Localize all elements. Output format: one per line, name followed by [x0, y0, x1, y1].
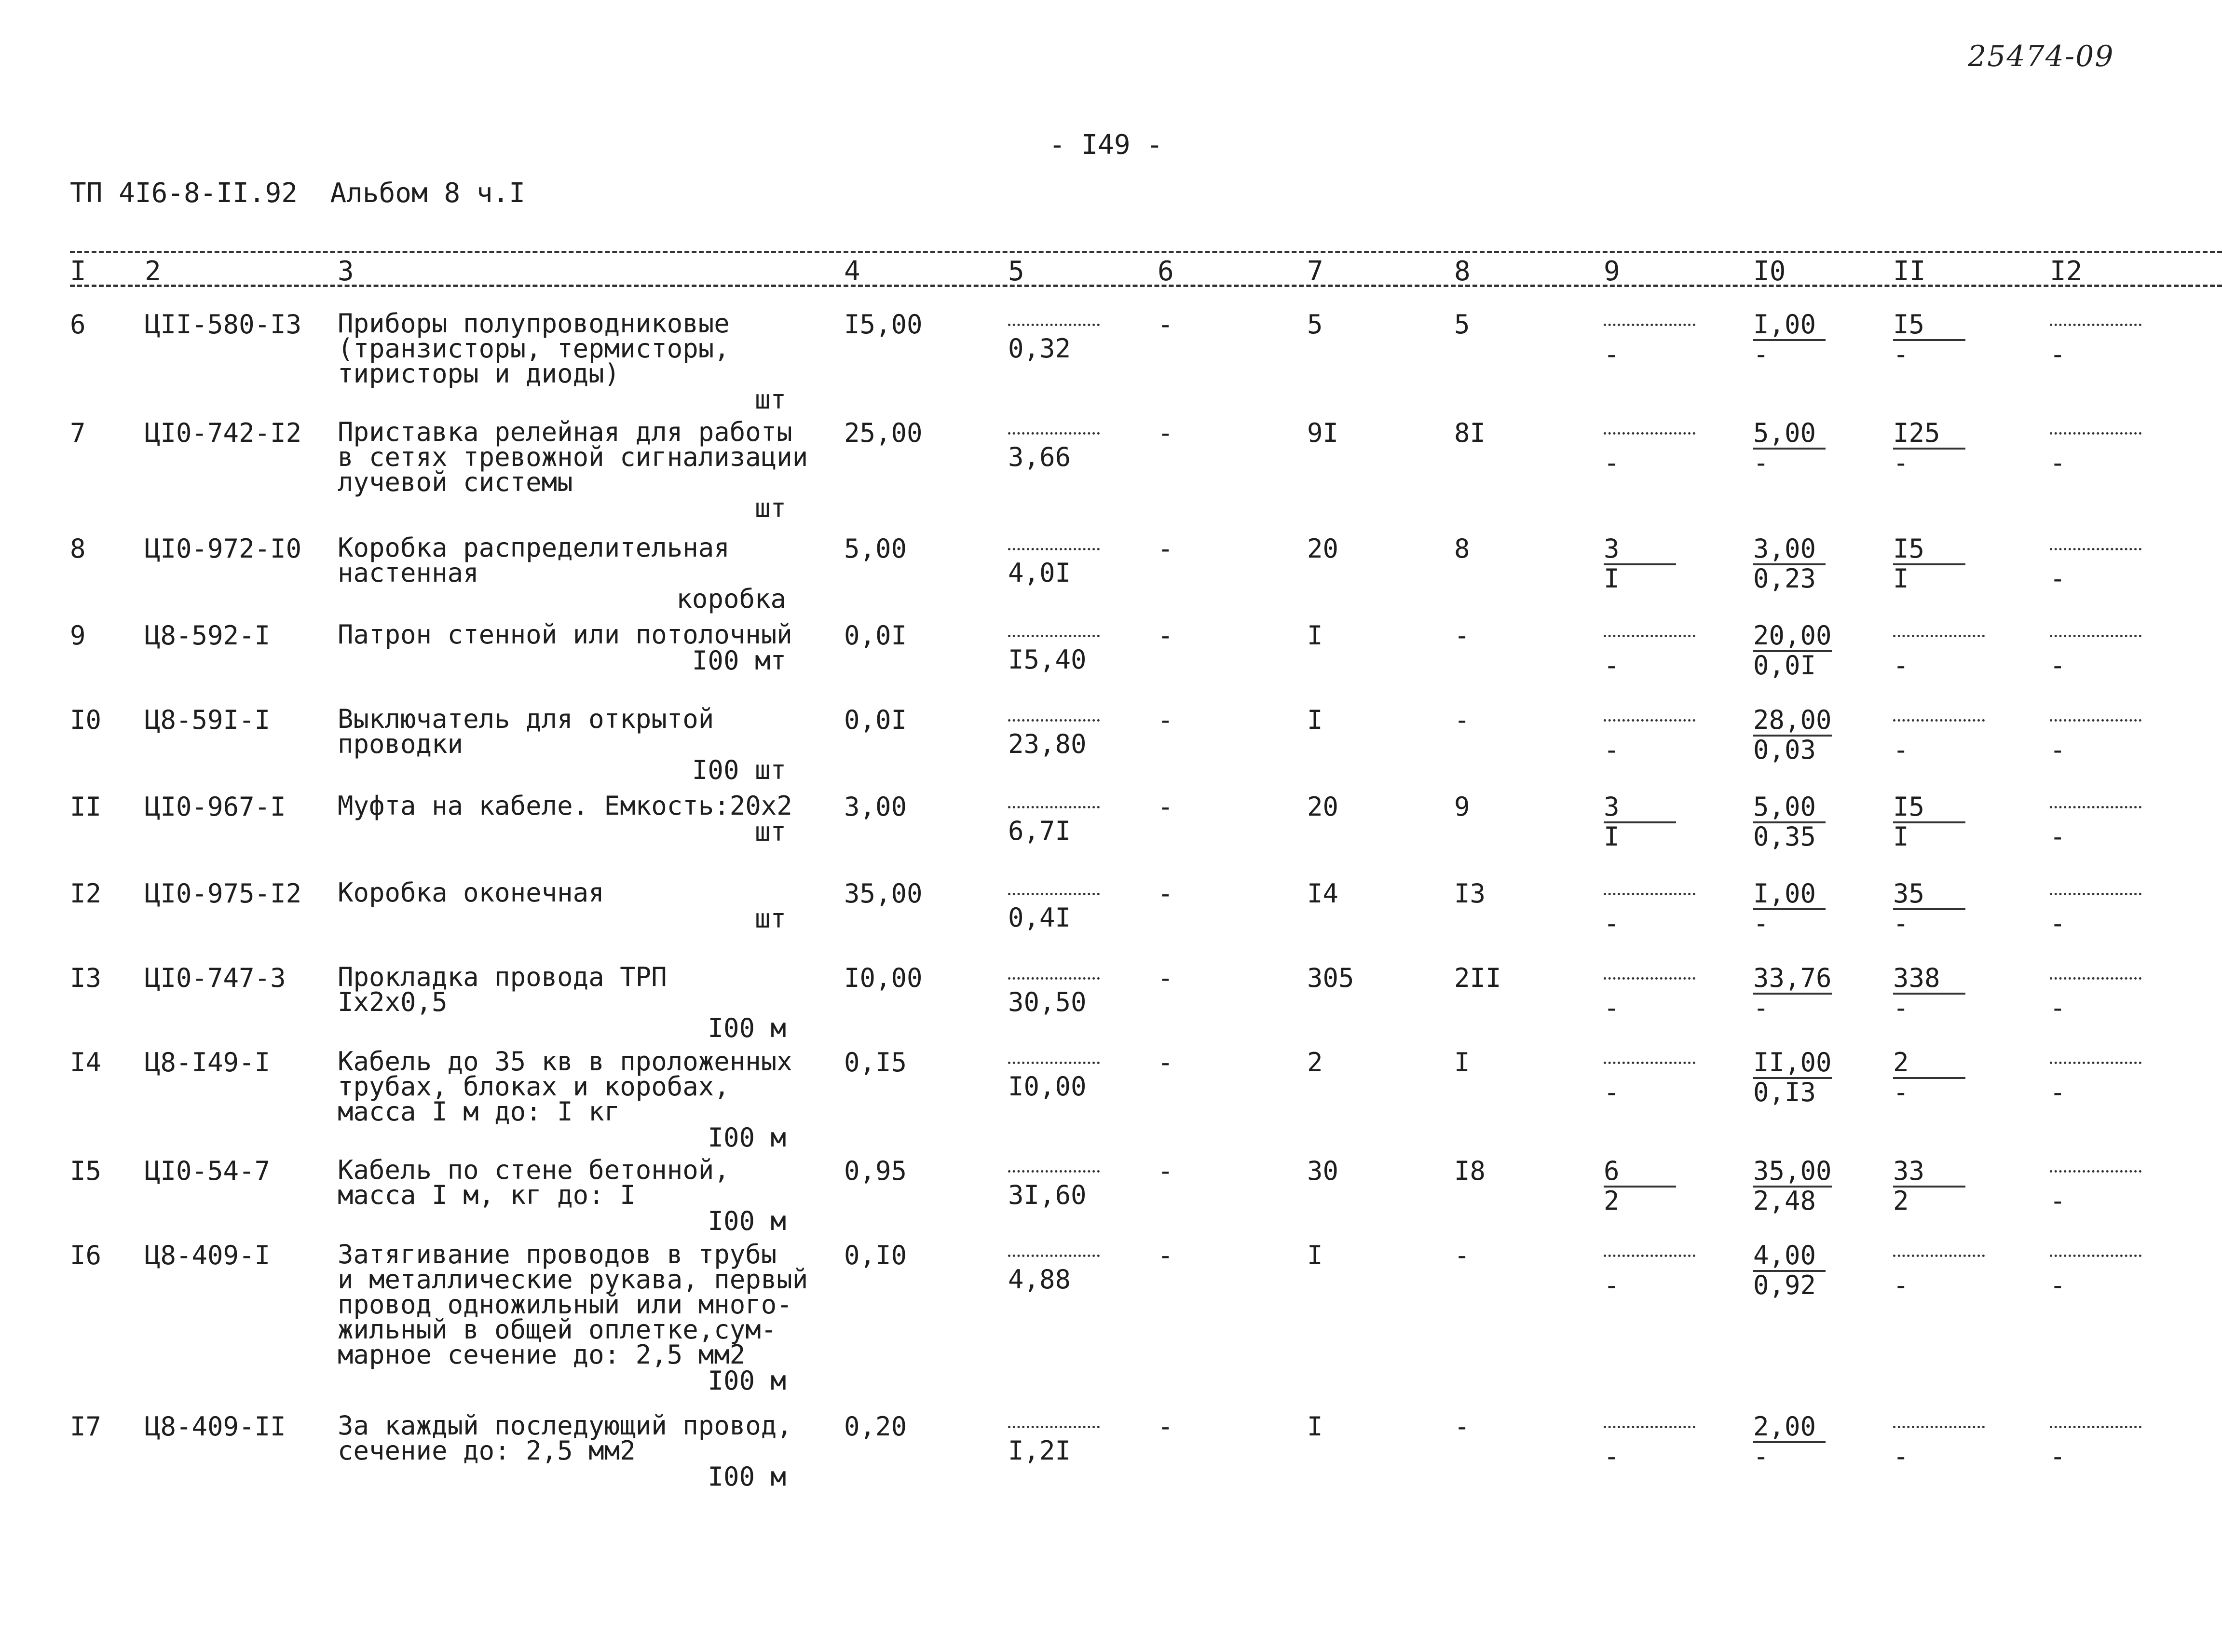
column-10-top: 2,00 [1753, 1413, 1826, 1443]
column-11-bottom: I [1893, 563, 1909, 594]
column-7-value: 9I [1307, 418, 1339, 448]
column-10-bottom: 0,35 [1753, 821, 1816, 852]
column-10-top: II,00 [1753, 1049, 1832, 1079]
quantity: 0,I0 [844, 1240, 907, 1270]
wavy-dash-mark [1604, 973, 1695, 980]
column-10-bottom: 0,92 [1753, 1270, 1816, 1300]
column-8-value: 2II [1454, 963, 1501, 993]
work-description: Кабель по стене бетонной, масса I м, кг до: I [338, 1155, 730, 1210]
column-7-value: I [1307, 1240, 1323, 1270]
rate-code: ЦI0-54-7 [145, 1156, 271, 1186]
column-10-top: I,00 [1753, 311, 1826, 341]
wavy-dash-mark [1008, 1422, 1100, 1428]
column-9-bottom: - [1604, 1270, 1620, 1300]
rate-code: Ц8-409-II [145, 1411, 286, 1442]
work-description: Коробка оконечная [338, 877, 604, 908]
column-9-bottom: 2 [1604, 1186, 1620, 1216]
row-number: 8 [70, 533, 86, 564]
wavy-dash-mark [2050, 973, 2141, 980]
wavy-dash-mark [2050, 631, 2141, 637]
wavy-dash-mark [1604, 320, 1695, 326]
rate-code: Ц8-I49-I [145, 1047, 271, 1078]
column-5-value: 0,4I [1008, 902, 1071, 933]
unit-of-measure: I00 шт [692, 755, 786, 785]
quantity: 5,00 [844, 533, 907, 564]
column-8-value: - [1454, 1411, 1470, 1442]
column-8-value: I3 [1454, 878, 1486, 909]
column-5-value: 4,0I [1008, 558, 1071, 588]
column-10-bottom: 2,48 [1753, 1186, 1816, 1216]
column-10-top: 33,76 [1753, 965, 1832, 995]
column-5-value: I5,40 [1008, 644, 1087, 675]
column-11-top: 33 [1893, 1158, 1965, 1188]
column-12-bottom: - [2050, 993, 2066, 1023]
column-7-value: 2 [1307, 1047, 1323, 1078]
column-7-value: I [1307, 705, 1323, 735]
column-12-bottom: - [2050, 1077, 2066, 1107]
column-5-value: 6,7I [1008, 816, 1071, 846]
column-5-value: I,2I [1008, 1435, 1071, 1466]
column-header: 7 [1307, 256, 1323, 287]
wavy-dash-mark [2050, 802, 2141, 808]
row-number: 9 [70, 620, 86, 651]
column-5-value: 3I,60 [1008, 1180, 1087, 1210]
column-12-bottom: - [2050, 908, 2066, 939]
column-9-bottom: - [1604, 1077, 1620, 1107]
column-12-bottom: - [2050, 821, 2066, 852]
column-8-value: I [1454, 1047, 1470, 1078]
wavy-dash-mark [1893, 715, 1985, 722]
wavy-dash-mark [1604, 715, 1695, 722]
wavy-dash-mark [1008, 715, 1100, 722]
rate-code: ЦI0-742-I2 [145, 418, 302, 448]
rate-code: ЦI0-747-3 [145, 963, 286, 993]
column-6-value: - [1158, 1411, 1173, 1442]
page-number: - I49 - [1049, 129, 1163, 161]
work-description: Выключатель для открытой проводки [338, 704, 714, 759]
row-number: I6 [70, 1240, 102, 1270]
column-12-bottom: - [2050, 1270, 2066, 1300]
row-number: 6 [70, 309, 86, 340]
column-6-value: - [1158, 792, 1173, 822]
wavy-dash-mark [1893, 1422, 1985, 1428]
wavy-dash-mark [2050, 320, 2141, 326]
column-6-value: - [1158, 309, 1173, 340]
column-10-top: 20,00 [1753, 622, 1832, 652]
wavy-dash-mark [1008, 1166, 1100, 1173]
column-12-bottom: - [2050, 1441, 2066, 1472]
column-7-value: I [1307, 620, 1323, 651]
column-6-value: - [1158, 620, 1173, 651]
row-number: I5 [70, 1156, 102, 1186]
column-8-value: 8I [1454, 418, 1486, 448]
quantity: I5,00 [844, 309, 923, 340]
wavy-dash-mark [1008, 889, 1100, 895]
column-11-bottom: - [1893, 448, 1909, 478]
quantity: 35,00 [844, 878, 923, 909]
column-11-bottom: - [1893, 1270, 1909, 1300]
row-number: I2 [70, 878, 102, 909]
unit-of-measure: I00 м [708, 1122, 786, 1153]
wavy-dash-mark [1893, 1251, 1985, 1257]
work-description: Приборы полупроводниковые (транзисторы, термисторы, тиристоры и диоды) [338, 308, 730, 389]
column-11-top: 338 [1893, 965, 1965, 995]
column-7-value: 20 [1307, 533, 1339, 564]
column-7-value: 30 [1307, 1156, 1339, 1186]
quantity: 0,95 [844, 1156, 907, 1186]
column-9-bottom: - [1604, 448, 1620, 478]
column-9-bottom: I [1604, 563, 1620, 594]
column-header: I0 [1753, 256, 1786, 287]
column-11-top: 2 [1893, 1049, 1965, 1079]
column-9-bottom: - [1604, 993, 1620, 1023]
work-description: За каждый последующий провод, сечение до: 2,5 мм2 [338, 1410, 792, 1466]
column-5-value: 23,80 [1008, 729, 1087, 759]
rate-code: Ц8-592-I [145, 620, 271, 651]
column-5-value: 4,88 [1008, 1264, 1071, 1295]
column-9-bottom: - [1604, 908, 1620, 939]
column-6-value: - [1158, 533, 1173, 564]
column-6-value: - [1158, 1047, 1173, 1078]
column-9-bottom: - [1604, 339, 1620, 369]
unit-of-measure: I00 м [708, 1461, 786, 1492]
wavy-dash-mark [2050, 544, 2141, 550]
column-9-top: 6 [1604, 1158, 1676, 1188]
column-9-bottom: I [1604, 821, 1620, 852]
row-number: I7 [70, 1411, 102, 1442]
column-8-value: 8 [1454, 533, 1470, 564]
column-10-bottom: - [1753, 908, 1769, 939]
column-12-bottom: - [2050, 339, 2066, 369]
unit-of-measure: I00 м [708, 1013, 786, 1043]
work-description: Коробка распределительная настенная [338, 532, 730, 588]
column-11-bottom: - [1893, 735, 1909, 765]
column-11-bottom: 2 [1893, 1186, 1909, 1216]
rate-code: Ц8-409-I [145, 1240, 271, 1270]
column-5-value: 0,32 [1008, 333, 1071, 364]
work-description: Кабель до 35 кв в проложенных трубах, блоках и коробах, масса I м до: I кг [338, 1046, 792, 1127]
column-header: 6 [1158, 256, 1174, 287]
wavy-dash-mark [1604, 631, 1695, 637]
column-11-top: I5 [1893, 793, 1965, 823]
column-12-bottom: - [2050, 735, 2066, 765]
column-11-bottom: - [1893, 339, 1909, 369]
wavy-dash-mark [2050, 889, 2141, 895]
column-header: 3 [338, 256, 354, 287]
wavy-dash-mark [1008, 320, 1100, 326]
column-11-bottom: I [1893, 821, 1909, 852]
column-11-bottom: - [1893, 1077, 1909, 1107]
row-number: I3 [70, 963, 102, 993]
wavy-dash-mark [1008, 428, 1100, 435]
column-5-value: I0,00 [1008, 1071, 1087, 1102]
column-7-value: I4 [1307, 878, 1339, 909]
document-reference: ТП 4I6-8-II.92 Альбом 8 ч.I [70, 177, 526, 209]
quantity: 25,00 [844, 418, 923, 448]
column-8-value: - [1454, 1240, 1470, 1270]
column-9-bottom: - [1604, 735, 1620, 765]
rate-code: ЦI0-975-I2 [145, 878, 302, 909]
column-6-value: - [1158, 1240, 1173, 1270]
quantity: 0,0I [844, 620, 907, 651]
quantity: I0,00 [844, 963, 923, 993]
work-description: Патрон стенной или потолочный [338, 619, 792, 650]
column-10-top: 35,00 [1753, 1158, 1832, 1188]
unit-of-measure: шт [754, 493, 786, 523]
work-description: Приставка релейная для работы в сетях тревожной сигнализации лучевой системы [338, 417, 808, 497]
quantity: 0,20 [844, 1411, 907, 1442]
column-10-top: 28,00 [1753, 707, 1832, 737]
column-10-bottom: - [1753, 339, 1769, 369]
column-header: 2 [145, 256, 161, 287]
rate-code: ЦII-580-I3 [145, 309, 302, 340]
wavy-dash-mark [2050, 1422, 2141, 1428]
wavy-dash-mark [2050, 428, 2141, 435]
column-6-value: - [1158, 418, 1173, 448]
column-8-value: 9 [1454, 792, 1470, 822]
wavy-dash-mark [1008, 1251, 1100, 1257]
column-10-bottom: 0,I3 [1753, 1077, 1816, 1107]
column-6-value: - [1158, 1156, 1173, 1186]
work-description: Затягивание проводов в трубы и металлические рукава, первый провод одножильный или много- жильный в общей оплетке,сум- марное сечение до: 2,5 мм2 [338, 1239, 808, 1370]
column-12-bottom: - [2050, 448, 2066, 478]
column-7-value: I [1307, 1411, 1323, 1442]
wavy-dash-mark [1008, 544, 1100, 550]
column-header: II [1893, 256, 1926, 287]
column-10-bottom: 0,23 [1753, 563, 1816, 594]
quantity: 0,0I [844, 705, 907, 735]
column-8-value: - [1454, 620, 1470, 651]
quantity: 0,I5 [844, 1047, 907, 1078]
column-7-value: 5 [1307, 309, 1323, 340]
unit-of-measure: шт [754, 903, 786, 934]
column-10-top: 5,00 [1753, 793, 1826, 823]
column-6-value: - [1158, 878, 1173, 909]
row-number: 7 [70, 418, 86, 448]
column-9-bottom: - [1604, 1441, 1620, 1472]
wavy-dash-mark [2050, 715, 2141, 722]
column-9-bottom: - [1604, 650, 1620, 681]
column-5-value: 30,50 [1008, 987, 1087, 1017]
column-11-top: 35 [1893, 880, 1965, 910]
wavy-dash-mark [1008, 802, 1100, 808]
column-8-value: - [1454, 705, 1470, 735]
row-number: I4 [70, 1047, 102, 1078]
column-11-top: I25 [1893, 420, 1965, 450]
rate-code: Ц8-59I-I [145, 705, 271, 735]
column-8-value: I8 [1454, 1156, 1486, 1186]
column-8-value: 5 [1454, 309, 1470, 340]
column-header: 8 [1454, 256, 1471, 287]
header-top-rule [70, 251, 2222, 253]
wavy-dash-mark [1604, 1058, 1695, 1064]
wavy-dash-mark [2050, 1058, 2141, 1064]
wavy-dash-mark [1604, 889, 1695, 895]
column-10-top: I,00 [1753, 880, 1826, 910]
column-10-top: 5,00 [1753, 420, 1826, 450]
wavy-dash-mark [1893, 631, 1985, 637]
column-11-bottom: - [1893, 650, 1909, 681]
column-10-bottom: - [1753, 448, 1769, 478]
column-11-top: I5 [1893, 535, 1965, 565]
work-description: Муфта на кабеле. Емкость:20х2 [338, 791, 792, 821]
column-9-top: 3 [1604, 793, 1676, 823]
column-9-top: 3 [1604, 535, 1676, 565]
wavy-dash-mark [2050, 1251, 2141, 1257]
rate-code: ЦI0-972-I0 [145, 533, 302, 564]
column-7-value: 305 [1307, 963, 1354, 993]
column-6-value: - [1158, 705, 1173, 735]
column-header: 5 [1008, 256, 1024, 287]
column-10-bottom: - [1753, 1441, 1769, 1472]
column-header: 4 [844, 256, 860, 287]
row-number: II [70, 792, 102, 822]
wavy-dash-mark [2050, 1166, 2141, 1173]
column-5-value: 3,66 [1008, 442, 1071, 472]
column-12-bottom: - [2050, 1186, 2066, 1216]
rate-code: ЦI0-967-I [145, 792, 286, 822]
wavy-dash-mark [1604, 1251, 1695, 1257]
wavy-dash-mark [1604, 428, 1695, 435]
wavy-dash-mark [1008, 973, 1100, 980]
column-11-top: I5 [1893, 311, 1965, 341]
column-6-value: - [1158, 963, 1173, 993]
wavy-dash-mark [1008, 631, 1100, 637]
quantity: 3,00 [844, 792, 907, 822]
column-10-bottom: - [1753, 993, 1769, 1023]
column-header: 9 [1604, 256, 1620, 287]
wavy-dash-mark [1008, 1058, 1100, 1064]
column-header: I [70, 256, 86, 287]
wavy-dash-mark [1604, 1422, 1695, 1428]
unit-of-measure: коробка [676, 584, 786, 614]
column-10-bottom: 0,0I [1753, 650, 1816, 681]
unit-of-measure: I00 мт [692, 645, 786, 676]
column-header: I2 [2050, 256, 2083, 287]
work-description: Прокладка провода ТРП Iх2х0,5 [338, 962, 667, 1017]
column-7-value: 20 [1307, 792, 1339, 822]
column-12-bottom: - [2050, 563, 2066, 594]
column-12-bottom: - [2050, 650, 2066, 681]
column-10-top: 3,00 [1753, 535, 1826, 565]
column-11-bottom: - [1893, 993, 1909, 1023]
row-number: I0 [70, 705, 102, 735]
unit-of-measure: I00 м [708, 1365, 786, 1396]
column-11-bottom: - [1893, 908, 1909, 939]
handwritten-code: 25474-09 [1968, 40, 2114, 73]
column-10-top: 4,00 [1753, 1242, 1826, 1272]
unit-of-measure: I00 м [708, 1206, 786, 1236]
unit-of-measure: шт [754, 817, 786, 847]
unit-of-measure: шт [754, 384, 786, 415]
column-11-bottom: - [1893, 1441, 1909, 1472]
column-10-bottom: 0,03 [1753, 735, 1816, 765]
